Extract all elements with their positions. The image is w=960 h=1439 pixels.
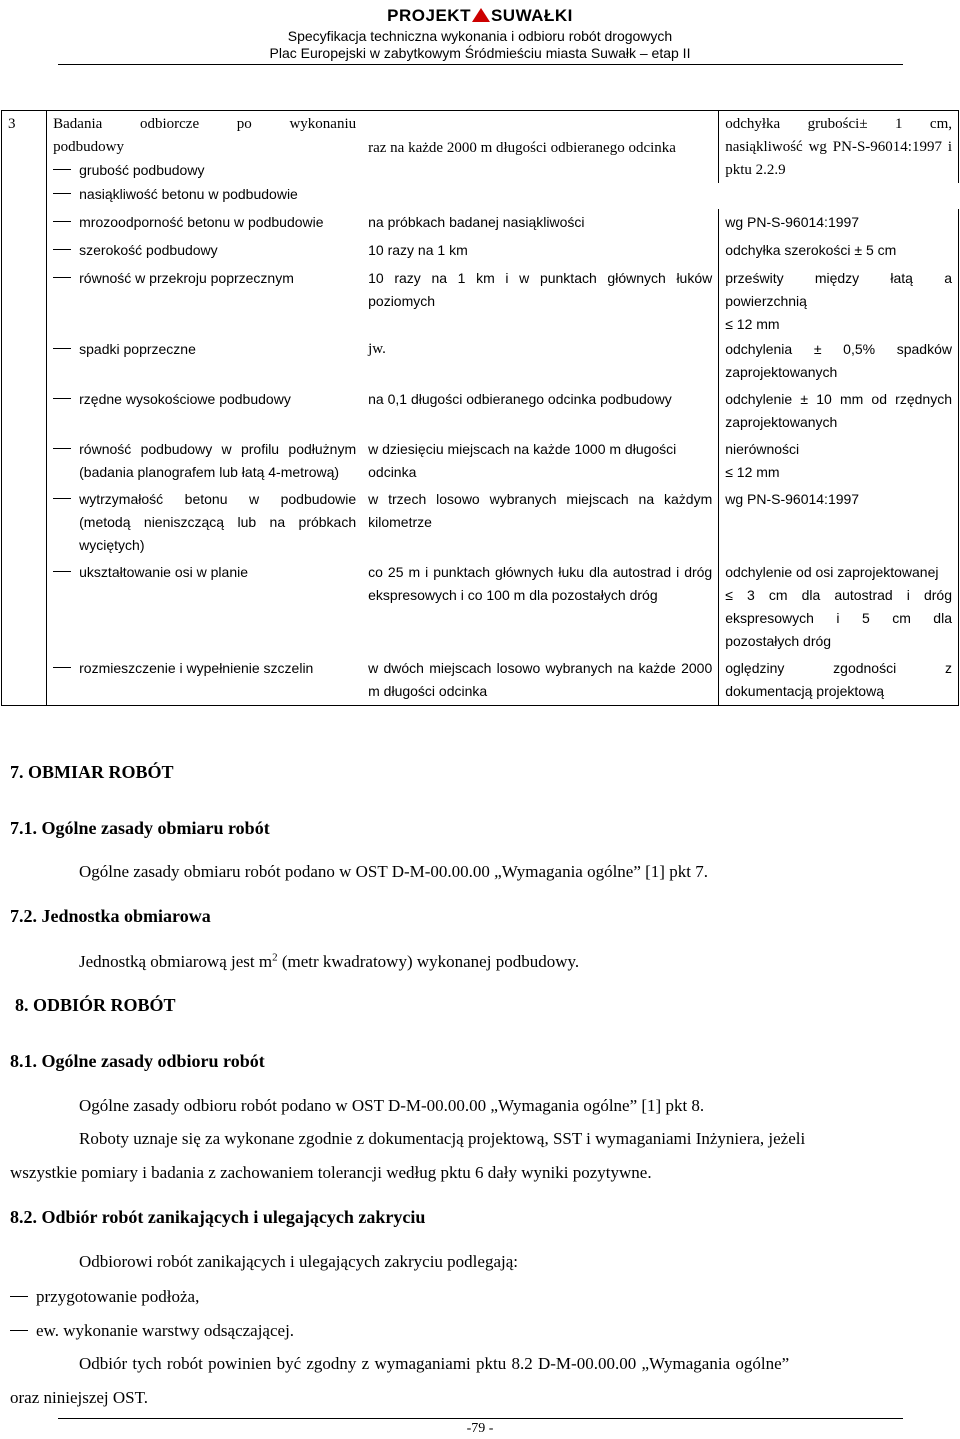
tolerance-cell: odchylenia ± 0,5% spadków zaprojektowanych bbox=[719, 336, 959, 384]
section-8-1-heading: 8.1. Ogólne zasady odbioru robót bbox=[10, 1051, 265, 1071]
freq-cell: raz na każde 2000 m długości odbieranego odcinka bbox=[362, 111, 719, 184]
section-7-2-heading: 7.2. Jednostka obmiarowa bbox=[10, 906, 211, 926]
paragraph-8-2b-line2: oraz niniejszej OST. bbox=[10, 1388, 149, 1407]
freq-cell: 10 razy na 1 km i w punktach głównych łuków poziomych bbox=[368, 270, 713, 309]
table-row: spadki poprzeczne bbox=[47, 336, 362, 384]
tolerance-cell: odchylenie od osi zaprojektowanej ≤ 3 cm dla autostrad i dróg ekspresowych i 5 cm dla pozostałych dróg bbox=[719, 557, 959, 653]
footer-rule bbox=[58, 1418, 903, 1419]
page-number: -79 - bbox=[466, 1421, 494, 1436]
header-subtitle: Plac Europejski w zabytkowym Śródmieściu miasta Suwałk – etap II bbox=[269, 45, 691, 61]
table-row: mrozoodporność betonu w podbudowie bbox=[47, 209, 362, 235]
table-title-cell: Badania odbiorcze po wykonaniu podbudowy bbox=[47, 111, 362, 160]
section-7-heading: 7. OBMIAR ROBÓT bbox=[10, 762, 174, 782]
company-logo: PROJEKT SUWAŁKI bbox=[387, 6, 573, 25]
table-row: równość w przekroju poprzecznym bbox=[47, 263, 362, 336]
table-row: równość podbudowy w profilu podłużnym (badania planografem lub łatą 4-metrową) bbox=[47, 434, 362, 484]
tolerance-cell: nierówności ≤ 12 mm bbox=[719, 434, 959, 484]
list-item: przygotowanie podłoża, bbox=[10, 1287, 199, 1307]
freq-cell: w dziesięciu miejscach na każde 1000 m długości odcinka bbox=[368, 441, 677, 480]
table-row: wytrzymałość betonu w podbudowie (metodą nieniszczącą lub na próbkach wyciętych) bbox=[47, 484, 362, 557]
table-row: rozmieszczenie i wypełnienie szczelin bbox=[47, 653, 362, 706]
header-title: Specyfikacja techniczna wykonania i odbioru robót drogowych bbox=[287, 28, 673, 44]
tolerance-cell: odchyłka szerokości ± 5 cm bbox=[719, 235, 959, 263]
paragraph-7-2: Jednostką obmiarową jest $m^2$ (metr kwadratowy) wykonanej podbudowy. bbox=[79, 951, 580, 971]
list-item: ew. wykonanie warstwy odsączającej. bbox=[10, 1321, 294, 1341]
tolerance-cell: wg PN-S-96014:1997 bbox=[719, 484, 959, 557]
tolerance-cell: odchylenie ± 10 mm od rzędnych zaprojektowanych bbox=[719, 384, 959, 434]
paragraph-8-2: Odbiorowi robót zanikających i ulegających zakryciu podlegają: bbox=[79, 1252, 518, 1271]
logo-triangle-icon bbox=[472, 8, 490, 22]
paragraph-8-1b-line1: Roboty uznaje się za wykonane zgodnie z dokumentacją projektową, SST i wymaganiami Inżyniera, jeżeli bbox=[79, 1129, 806, 1148]
table-row: rzędne wysokościowe podbudowy bbox=[47, 384, 362, 434]
table-row: grubość podbudowy bbox=[47, 159, 362, 183]
section-8-2-heading: 8.2. Odbiór robót zanikających i ulegających zakryciu bbox=[10, 1207, 426, 1227]
tolerance-cell: wg PN-S-96014:1997 bbox=[719, 209, 959, 235]
paragraph-8-2b-line1: Odbiór tych robót powinien być zgodny z wymaganiami pktu 8.2 D-M-00.00.00 „Wymagania ogólne” bbox=[79, 1354, 790, 1373]
tolerance-cell: prześwity między łatą a powierzchnią ≤ 12 mm bbox=[719, 263, 959, 336]
table-row: nasiąkliwość betonu w podbudowie bbox=[47, 183, 959, 209]
section-8-heading: 8. ODBIÓR ROBÓT bbox=[15, 995, 176, 1015]
freq-cell: na próbkach badanej nasiąkliwości bbox=[368, 214, 585, 230]
freq-cell: jw. bbox=[368, 341, 386, 357]
header-rule bbox=[58, 64, 903, 65]
paragraph-8-1b-line2: wszystkie pomiary i badania z zachowaniem tolerancji według pktu 6 dały wyniki pozytywne. bbox=[10, 1163, 652, 1182]
section-7-1-heading: 7.1. Ogólne zasady obmiaru robót bbox=[10, 818, 270, 838]
freq-cell: na 0,1 długości odbieranego odcinka podbudowy bbox=[368, 391, 672, 407]
table-row: ukształtowanie osi w planie bbox=[47, 557, 362, 653]
paragraph-8-1: Ogólne zasady odbioru robót podano w OST D-M-00.00.00 „Wymagania ogólne” [1] pkt 8. bbox=[79, 1096, 705, 1115]
freq-cell: w dwóch miejscach losowo wybranych na każde 2000 m długości odcinka bbox=[362, 653, 719, 706]
tolerance-cell: oględziny zgodności z dokumentacją projektową bbox=[719, 653, 959, 706]
row-number: 3 bbox=[2, 111, 47, 706]
acceptance-tests-table bbox=[1, 110, 959, 706]
table-row: szerokość podbudowy bbox=[47, 235, 362, 263]
freq-cell: co 25 m i punktach głównych łuku dla autostrad i dróg ekspresowych i co 100 m dla pozostałych dróg bbox=[368, 564, 713, 603]
paragraph-7-1: Ogólne zasady obmiaru robót podano w OST D-M-00.00.00 „Wymagania ogólne” [1] pkt 7. bbox=[79, 862, 708, 881]
tolerance-cell: odchyłka grubości± 1 cm, nasiąkliwość wg PN-S-96014:1997 i pktu 2.2.9 bbox=[719, 111, 959, 184]
freq-cell: w trzech losowo wybranych miejscach na każdym kilometrze bbox=[368, 491, 713, 530]
freq-cell: 10 razy na 1 km bbox=[368, 242, 468, 258]
